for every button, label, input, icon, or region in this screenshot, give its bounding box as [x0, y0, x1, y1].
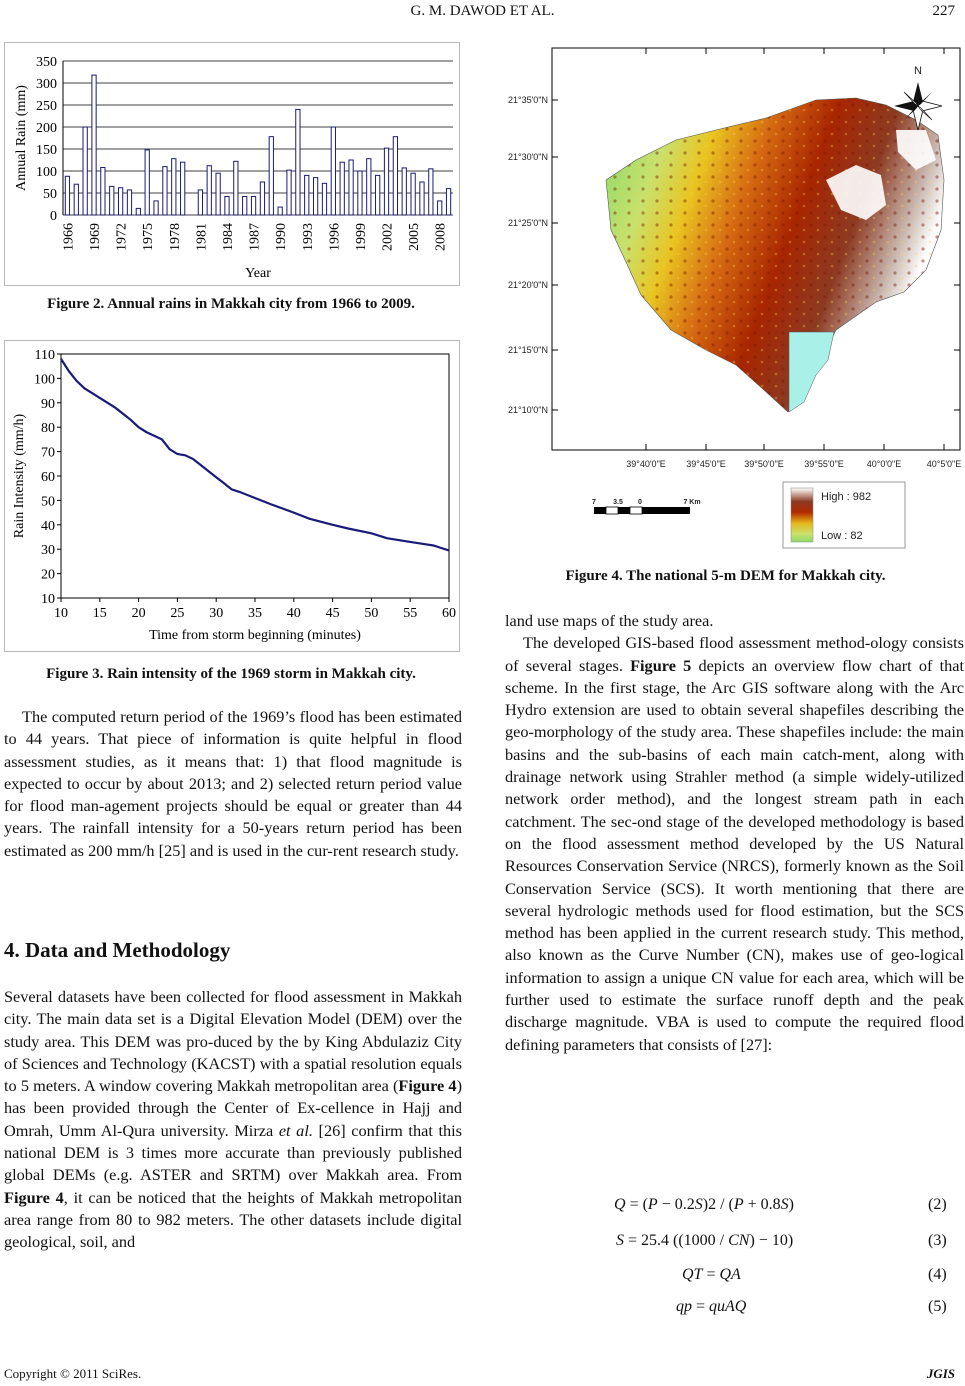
y-tick-label: 0 [50, 209, 57, 224]
y-tick-label: 250 [36, 99, 57, 114]
y-tick-label: 40 [41, 518, 55, 534]
bar-1979 [181, 162, 185, 215]
bar-2000 [367, 159, 371, 215]
figure-3-frame [4, 340, 460, 652]
legend-high: High : 982 [821, 491, 872, 503]
x-axis-label: Year [245, 266, 271, 281]
y-tick-label: 30 [41, 543, 55, 559]
figure-2-frame [4, 42, 460, 286]
x-tick-label: 15 [92, 606, 107, 621]
y-tick-label: 350 [36, 55, 57, 70]
latitude-label: 21°35'0"N [507, 95, 548, 105]
bar-1978 [172, 159, 176, 215]
paragraph-datasets: Several datasets have been collected for flood assessment in Makkah city. The main data set is a Digital Elevation Model (DEM) over the study area. This DEM was pro-duced by the by King Abdulaziz City of Sciences and Technology (KACST) with a spatial resolution equals to 5 meters. A window covering Makkah metropolitan area (Figure 4) has been provided through the Center of Ex-cellence in Hajj and Omrah, Umm Al-Qura university. Mirza et al. [26] confirm that this national DEM is 3 times more accurate than previously published global DEMs (e.g. ASTER and SRTM) over Makkah area. From Figure 4, it can be noticed that the heights of Makkah metropolitan area range from 80 to 982 meters. The other datasets include digital geological, soil, and [4, 987, 462, 1252]
x-tick-label: 1987 [247, 223, 263, 251]
bar-1983 [216, 173, 220, 215]
x-tick-label: 60 [442, 606, 456, 621]
dem-map-svg [486, 30, 965, 560]
bar-1982 [207, 166, 211, 215]
x-tick-label: 45 [325, 606, 340, 621]
x-tick-label: 1990 [274, 223, 290, 251]
svg-text:7 Km: 7 Km [683, 499, 701, 506]
y-tick-label: 150 [36, 143, 57, 158]
x-tick-label: 1999 [353, 223, 369, 251]
equation-4-number: (4) [928, 1266, 947, 1283]
svg-text:3.5: 3.5 [613, 499, 623, 506]
bar-2009 [446, 189, 450, 215]
bar-1967 [74, 184, 78, 215]
north-label: N [914, 65, 922, 77]
x-tick-label: 50 [364, 606, 379, 621]
right-column-text [505, 610, 964, 1056]
x-tick-label: 1978 [167, 223, 183, 251]
equation-4: QT = QA [682, 1266, 741, 1283]
bar-1986 [243, 197, 247, 215]
bar-1994 [313, 178, 317, 215]
bar-1995 [322, 183, 326, 215]
annual-rain-chart [5, 43, 459, 285]
paragraph-landuse: land use maps of the study area. [505, 611, 714, 630]
x-tick-label: 1984 [220, 223, 236, 251]
bar-2001 [376, 175, 380, 215]
x-tick-label: 1972 [114, 223, 130, 251]
y-tick-label: 100 [34, 372, 55, 388]
x-tick-label: 20 [131, 606, 146, 621]
bar-1990 [278, 207, 282, 215]
intensity-line [61, 359, 449, 551]
x-tick-label: 2008 [433, 223, 449, 251]
x-tick-label: 10 [54, 606, 68, 621]
y-axis-label: Rain Intensity (mm/h) [12, 413, 27, 539]
x-tick-label: 40 [286, 606, 301, 621]
x-tick-label: 30 [209, 606, 224, 621]
longitude-label: 40°5'0"E [926, 459, 962, 469]
bar-1971 [110, 186, 114, 215]
y-tick-label: 10 [41, 592, 55, 607]
y-tick-label: 20 [41, 567, 55, 583]
equation-3: S = 25.4 ((1000 / CN) − 10) [616, 1232, 794, 1249]
bar-1985 [234, 161, 238, 215]
bar-1999 [358, 171, 362, 215]
x-axis-label: Time from storm beginning (minutes) [149, 628, 361, 643]
longitude-label: 39°40'0"E [626, 459, 666, 469]
y-tick-label: 100 [36, 165, 57, 180]
figure-4-reference-2[interactable]: Figure 4 [4, 1187, 64, 1207]
bar-1993 [305, 175, 309, 215]
y-tick-label: 300 [36, 77, 57, 92]
latitude-label: 21°20'0"N [507, 280, 548, 290]
bar-1969 [92, 75, 96, 215]
x-tick-label: 1993 [300, 223, 316, 251]
longitude-label: 39°55'0"E [804, 459, 844, 469]
bar-1973 [127, 190, 131, 215]
x-tick-label: 1969 [88, 223, 104, 251]
bar-2002 [384, 148, 388, 215]
figure-3-caption: Figure 3. Rain intensity of the 1969 storm in Makkah city. [46, 666, 416, 682]
bar-1997 [340, 162, 344, 215]
bar-1981 [198, 190, 202, 215]
x-tick-label: 2005 [407, 223, 423, 251]
y-tick-label: 200 [36, 121, 57, 136]
bar-2006 [420, 182, 424, 215]
bar-2007 [429, 169, 433, 215]
bar-1984 [225, 197, 229, 215]
scale-bar [592, 499, 701, 514]
bar-1972 [118, 188, 122, 215]
bar-1970 [101, 167, 105, 215]
figure-4-reference[interactable]: Figure 4 [398, 1076, 457, 1096]
rain-intensity-chart [5, 341, 459, 651]
x-tick-label: 35 [248, 606, 262, 621]
y-tick-label: 60 [41, 470, 55, 485]
figure-4-map [486, 30, 965, 560]
page-number: 227 [932, 3, 955, 19]
bar-1966 [65, 176, 69, 215]
equation-2: Q = (P − 0.2S)2 / (P + 0.8S) [614, 1196, 794, 1213]
y-axis-label: Annual Rain (mm) [14, 85, 29, 191]
x-tick-label: 55 [403, 606, 418, 621]
bar-1976 [154, 201, 158, 215]
left-column-text-2 [4, 986, 462, 1254]
longitude-label: 39°50'0"E [744, 459, 784, 469]
bar-1996 [331, 127, 335, 215]
y-tick-label: 110 [34, 348, 55, 363]
y-tick-label: 50 [43, 187, 57, 202]
bar-1991 [287, 170, 291, 215]
legend-low: Low : 82 [821, 530, 863, 542]
latitude-label: 21°10'0"N [507, 405, 548, 415]
y-tick-label: 50 [41, 494, 55, 510]
y-tick-label: 70 [41, 445, 55, 461]
paragraph-return-period: The computed return period of the 1969’s flood has been estimated to 44 years. That piece of information is quite helpful in flood assessment studies, as it means that: 1) that flood magnitude is expected to occur by about 2013; and 2) selected return period value for flood man-agement projects should be equal or greater than 44 years. The rainfall intensity for a 50-years return period has been estimated as 200 mm/h [25] and is used in the cur-rent research study. [4, 707, 462, 860]
bar-1975 [145, 150, 149, 215]
x-tick-label: 1996 [327, 223, 343, 251]
x-tick-label: 1981 [194, 223, 210, 251]
equation-5: qp = quAQ [676, 1298, 747, 1315]
longitude-label: 40°0'0"E [866, 459, 902, 469]
svg-text:7: 7 [592, 499, 596, 506]
latitude-label: 21°25'0"N [507, 218, 548, 228]
left-column-text-1 [4, 706, 462, 862]
longitude-label: 39°45'0"E [686, 459, 726, 469]
bar-2004 [402, 168, 406, 215]
figure-5-reference[interactable]: Figure 5 [630, 655, 692, 675]
x-tick-label: 1966 [61, 223, 77, 251]
figure-2-caption: Figure 2. Annual rains in Makkah city from 1966 to 2009. [47, 296, 415, 312]
equation-3-number: (3) [928, 1232, 947, 1249]
running-title: G. M. DAWOD ET AL. [410, 3, 555, 19]
equation-2-number: (2) [928, 1196, 947, 1213]
section-heading: 4. Data and Methodology [4, 938, 231, 962]
bar-1977 [163, 167, 167, 215]
x-tick-label: 1975 [141, 223, 157, 251]
equation-5-number: (5) [928, 1298, 947, 1315]
x-tick-label: 25 [170, 606, 185, 621]
paragraph-methodology: The developed GIS-based flood assessment method-ology consists of several stages. Figure 5 depicts an overview flow chart of that scheme. In the first stage, the Arc GIS software along with the Arc Hydro extension are used to obtain several shapefiles describing the geo-morphology of the study area. These shapefiles include: the main basins and the sub-basins of each main catch-ment, along with drainage network using Strahler method (a simple widely-utilized network order method), and the longest stream path in each catchment. The sec-ond stage of the developed methodology is based on the flood assessment method developed by the US Natural Resources Conservation Service (NRCS), formerly known as the Soil Conservation Service (SCS). It worth mentioning that there are several hydrologic methods used for flood estimation, but the SCS method has been applied in the current research study. This method, also known as the Curve Number (CN), makes use of geo-logical information to assign a unique CN value for each area, which will be further used to estimate the surface runoff depth and the peak discharge magnitude. VBA is used to compute the required flood defining parameters that consists of [27]: [505, 633, 964, 1054]
bar-1968 [83, 127, 87, 215]
plot-area [61, 354, 449, 598]
bar-2008 [438, 201, 442, 215]
latitude-label: 21°15'0"N [507, 345, 548, 355]
bar-2003 [393, 137, 397, 215]
figure-4-caption: Figure 4. The national 5-m DEM for Makkah city. [565, 568, 886, 584]
bar-2005 [411, 173, 415, 215]
svg-text:0: 0 [638, 499, 642, 506]
x-tick-label: 2002 [380, 223, 396, 251]
bar-1974 [136, 208, 140, 215]
footer-journal: JGIS [926, 1366, 955, 1381]
bar-1998 [349, 160, 353, 215]
bar-1989 [269, 137, 273, 215]
elevation-legend [783, 482, 905, 548]
bar-1992 [296, 109, 300, 215]
y-tick-label: 80 [41, 421, 55, 437]
y-tick-label: 90 [41, 396, 55, 412]
bar-1988 [260, 182, 264, 215]
footer-copyright: Copyright © 2011 SciRes. [4, 1366, 142, 1381]
latitude-label: 21°30'0"N [507, 152, 548, 162]
bar-1987 [251, 197, 255, 215]
